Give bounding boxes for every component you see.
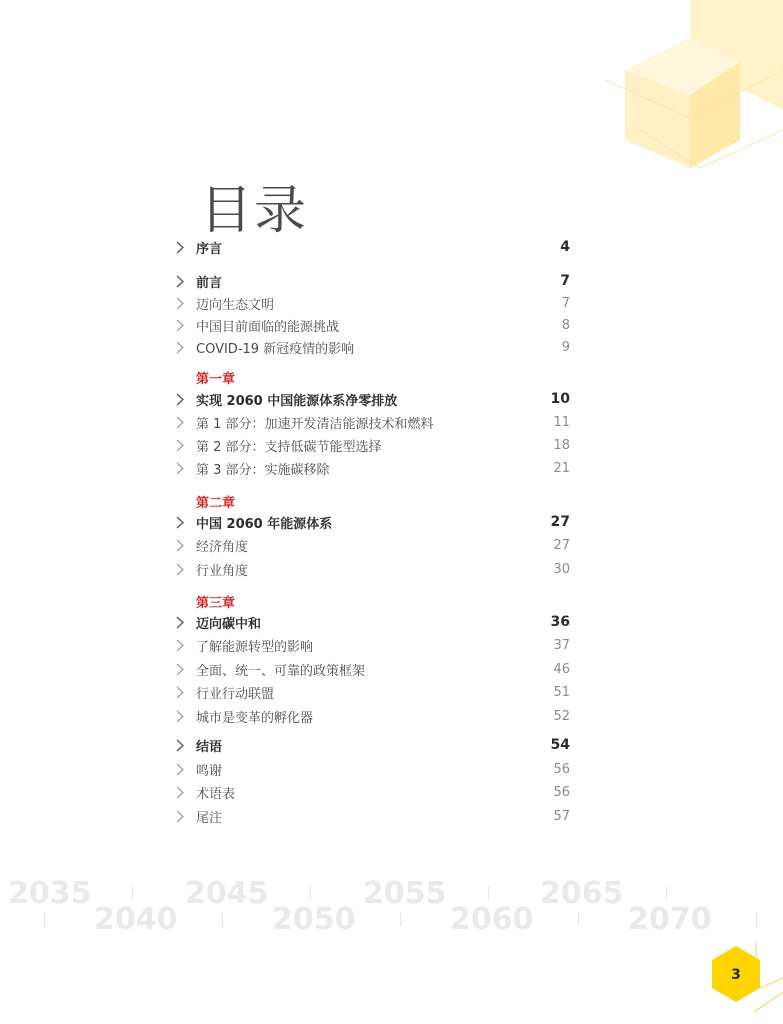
toc-entry-page: 7	[560, 273, 570, 289]
toc-entry-page: 37	[553, 637, 570, 653]
toc-entry[interactable]	[176, 681, 570, 703]
chevron-right-icon	[176, 416, 196, 429]
toc-entry-label: 鸣谢	[196, 763, 223, 779]
chevron-right-icon	[176, 439, 196, 452]
toc-entry-page: 57	[553, 808, 570, 824]
year-label: 2070	[628, 902, 712, 937]
chapter-heading: 第三章	[196, 596, 236, 611]
page-number: 3	[731, 967, 741, 983]
toc-entry-label: 术语表	[196, 786, 236, 802]
chevron-right-icon	[176, 786, 196, 799]
toc-entry-label: COVID-19 新冠疫情的影响	[196, 341, 355, 357]
timeline-tick	[310, 886, 311, 900]
year-label: 2055	[363, 876, 447, 911]
chevron-right-icon	[176, 763, 196, 776]
year-timeline	[0, 870, 783, 940]
toc-entry-page: 11	[553, 414, 570, 430]
toc-entry-label: 了解能源转型的影响	[196, 639, 314, 655]
toc-entry-label: 实现 2060 中国能源体系净零排放	[196, 393, 398, 409]
chevron-right-icon	[176, 739, 196, 752]
timeline-tick	[578, 912, 579, 926]
toc-entry[interactable]	[176, 270, 570, 292]
timeline-tick	[756, 912, 757, 926]
toc-entry-page: 7	[561, 295, 570, 311]
toc-entry-page: 27	[553, 537, 570, 553]
toc-entry-page: 4	[560, 239, 570, 255]
year-label: 2035	[8, 876, 92, 911]
toc-entry[interactable]	[176, 388, 570, 410]
toc-entry[interactable]	[176, 336, 570, 358]
toc-entry-label: 第 1 部分：加速开发清洁能源技术和燃料	[196, 416, 434, 432]
decorative-cube-graphic	[0, 0, 783, 260]
year-label: 2045	[185, 876, 269, 911]
toc-entry-page: 46	[553, 661, 570, 677]
toc-entry-label: 城市是变革的孵化器	[196, 710, 314, 726]
chevron-right-icon	[176, 663, 196, 676]
toc-entry[interactable]	[176, 314, 570, 336]
toc-entry-page: 52	[553, 708, 570, 724]
toc-entry-label: 序言	[196, 241, 223, 257]
toc-entry-label: 中国目前面临的能源挑战	[196, 319, 340, 335]
chevron-right-icon	[176, 275, 196, 288]
toc-entry-page: 56	[553, 784, 570, 800]
chevron-right-icon	[176, 710, 196, 723]
year-label: 2065	[540, 876, 624, 911]
toc-entry-page: 56	[553, 761, 570, 777]
toc-entry-label: 前言	[196, 275, 223, 291]
chevron-right-icon	[176, 563, 196, 576]
toc-entry-label: 迈向碳中和	[196, 616, 262, 632]
toc-entry-page: 21	[553, 460, 570, 476]
toc-entry[interactable]	[176, 611, 570, 633]
chevron-right-icon	[176, 297, 196, 310]
toc-entry-label: 全面、统一、可靠的政策框架	[196, 663, 366, 679]
chevron-right-icon	[176, 341, 196, 354]
toc-entry-label: 中国 2060 年能源体系	[196, 516, 333, 532]
chevron-right-icon	[176, 319, 196, 332]
year-label: 2040	[94, 902, 178, 937]
timeline-tick	[132, 886, 133, 900]
toc-entry[interactable]	[176, 705, 570, 727]
chevron-right-icon	[176, 686, 196, 699]
toc-entry[interactable]	[176, 558, 570, 580]
toc-entry-page: 27	[550, 514, 570, 530]
toc-entry-page: 8	[561, 317, 570, 333]
toc-entry-page: 54	[550, 737, 570, 753]
toc-entry[interactable]	[176, 434, 570, 456]
toc-entry[interactable]	[176, 781, 570, 803]
chevron-right-icon	[176, 616, 196, 629]
toc-entry[interactable]	[176, 457, 570, 479]
toc-entry[interactable]	[176, 534, 570, 556]
toc-entry-label: 结语	[196, 739, 223, 755]
toc-entry-label: 尾注	[196, 810, 223, 826]
toc-entry-label: 第 2 部分：支持低碳节能型选择	[196, 439, 382, 455]
chevron-right-icon	[176, 539, 196, 552]
timeline-tick	[222, 912, 223, 926]
chevron-right-icon	[176, 241, 196, 254]
toc-entry[interactable]	[176, 658, 570, 680]
toc-entry[interactable]	[176, 511, 570, 533]
toc-entry[interactable]	[176, 734, 570, 756]
chevron-right-icon	[176, 393, 196, 406]
timeline-tick	[488, 886, 489, 900]
toc-entry-page: 9	[561, 339, 570, 355]
toc-entry[interactable]	[176, 236, 570, 258]
chapter-heading: 第一章	[196, 372, 236, 387]
timeline-tick	[666, 886, 667, 900]
toc-entry-page: 51	[553, 684, 570, 700]
timeline-tick	[400, 912, 401, 926]
page-title: 目录	[200, 181, 309, 241]
chevron-right-icon	[176, 810, 196, 823]
toc-entry-label: 迈向生态文明	[196, 297, 275, 313]
toc-entry[interactable]	[176, 805, 570, 827]
toc-entry-label: 经济角度	[196, 539, 249, 555]
toc-entry-label: 行业行动联盟	[196, 686, 275, 702]
toc-entry[interactable]	[176, 411, 570, 433]
year-label: 2050	[272, 902, 356, 937]
toc-entry-page: 36	[550, 614, 570, 630]
toc-entry[interactable]	[176, 758, 570, 780]
chevron-right-icon	[176, 462, 196, 475]
toc-entry-page: 30	[553, 561, 570, 577]
timeline-tick	[44, 912, 45, 926]
toc-entry[interactable]	[176, 634, 570, 656]
toc-entry-page: 18	[553, 437, 570, 453]
toc-entry-label: 行业角度	[196, 563, 249, 579]
toc-entry-page: 10	[550, 391, 570, 407]
chevron-right-icon	[176, 516, 196, 529]
toc-entry[interactable]	[176, 292, 570, 314]
year-label: 2060	[450, 902, 534, 937]
toc-entry-label: 第 3 部分：实施碳移除	[196, 462, 330, 478]
chapter-heading: 第二章	[196, 496, 236, 511]
chevron-right-icon	[176, 639, 196, 652]
